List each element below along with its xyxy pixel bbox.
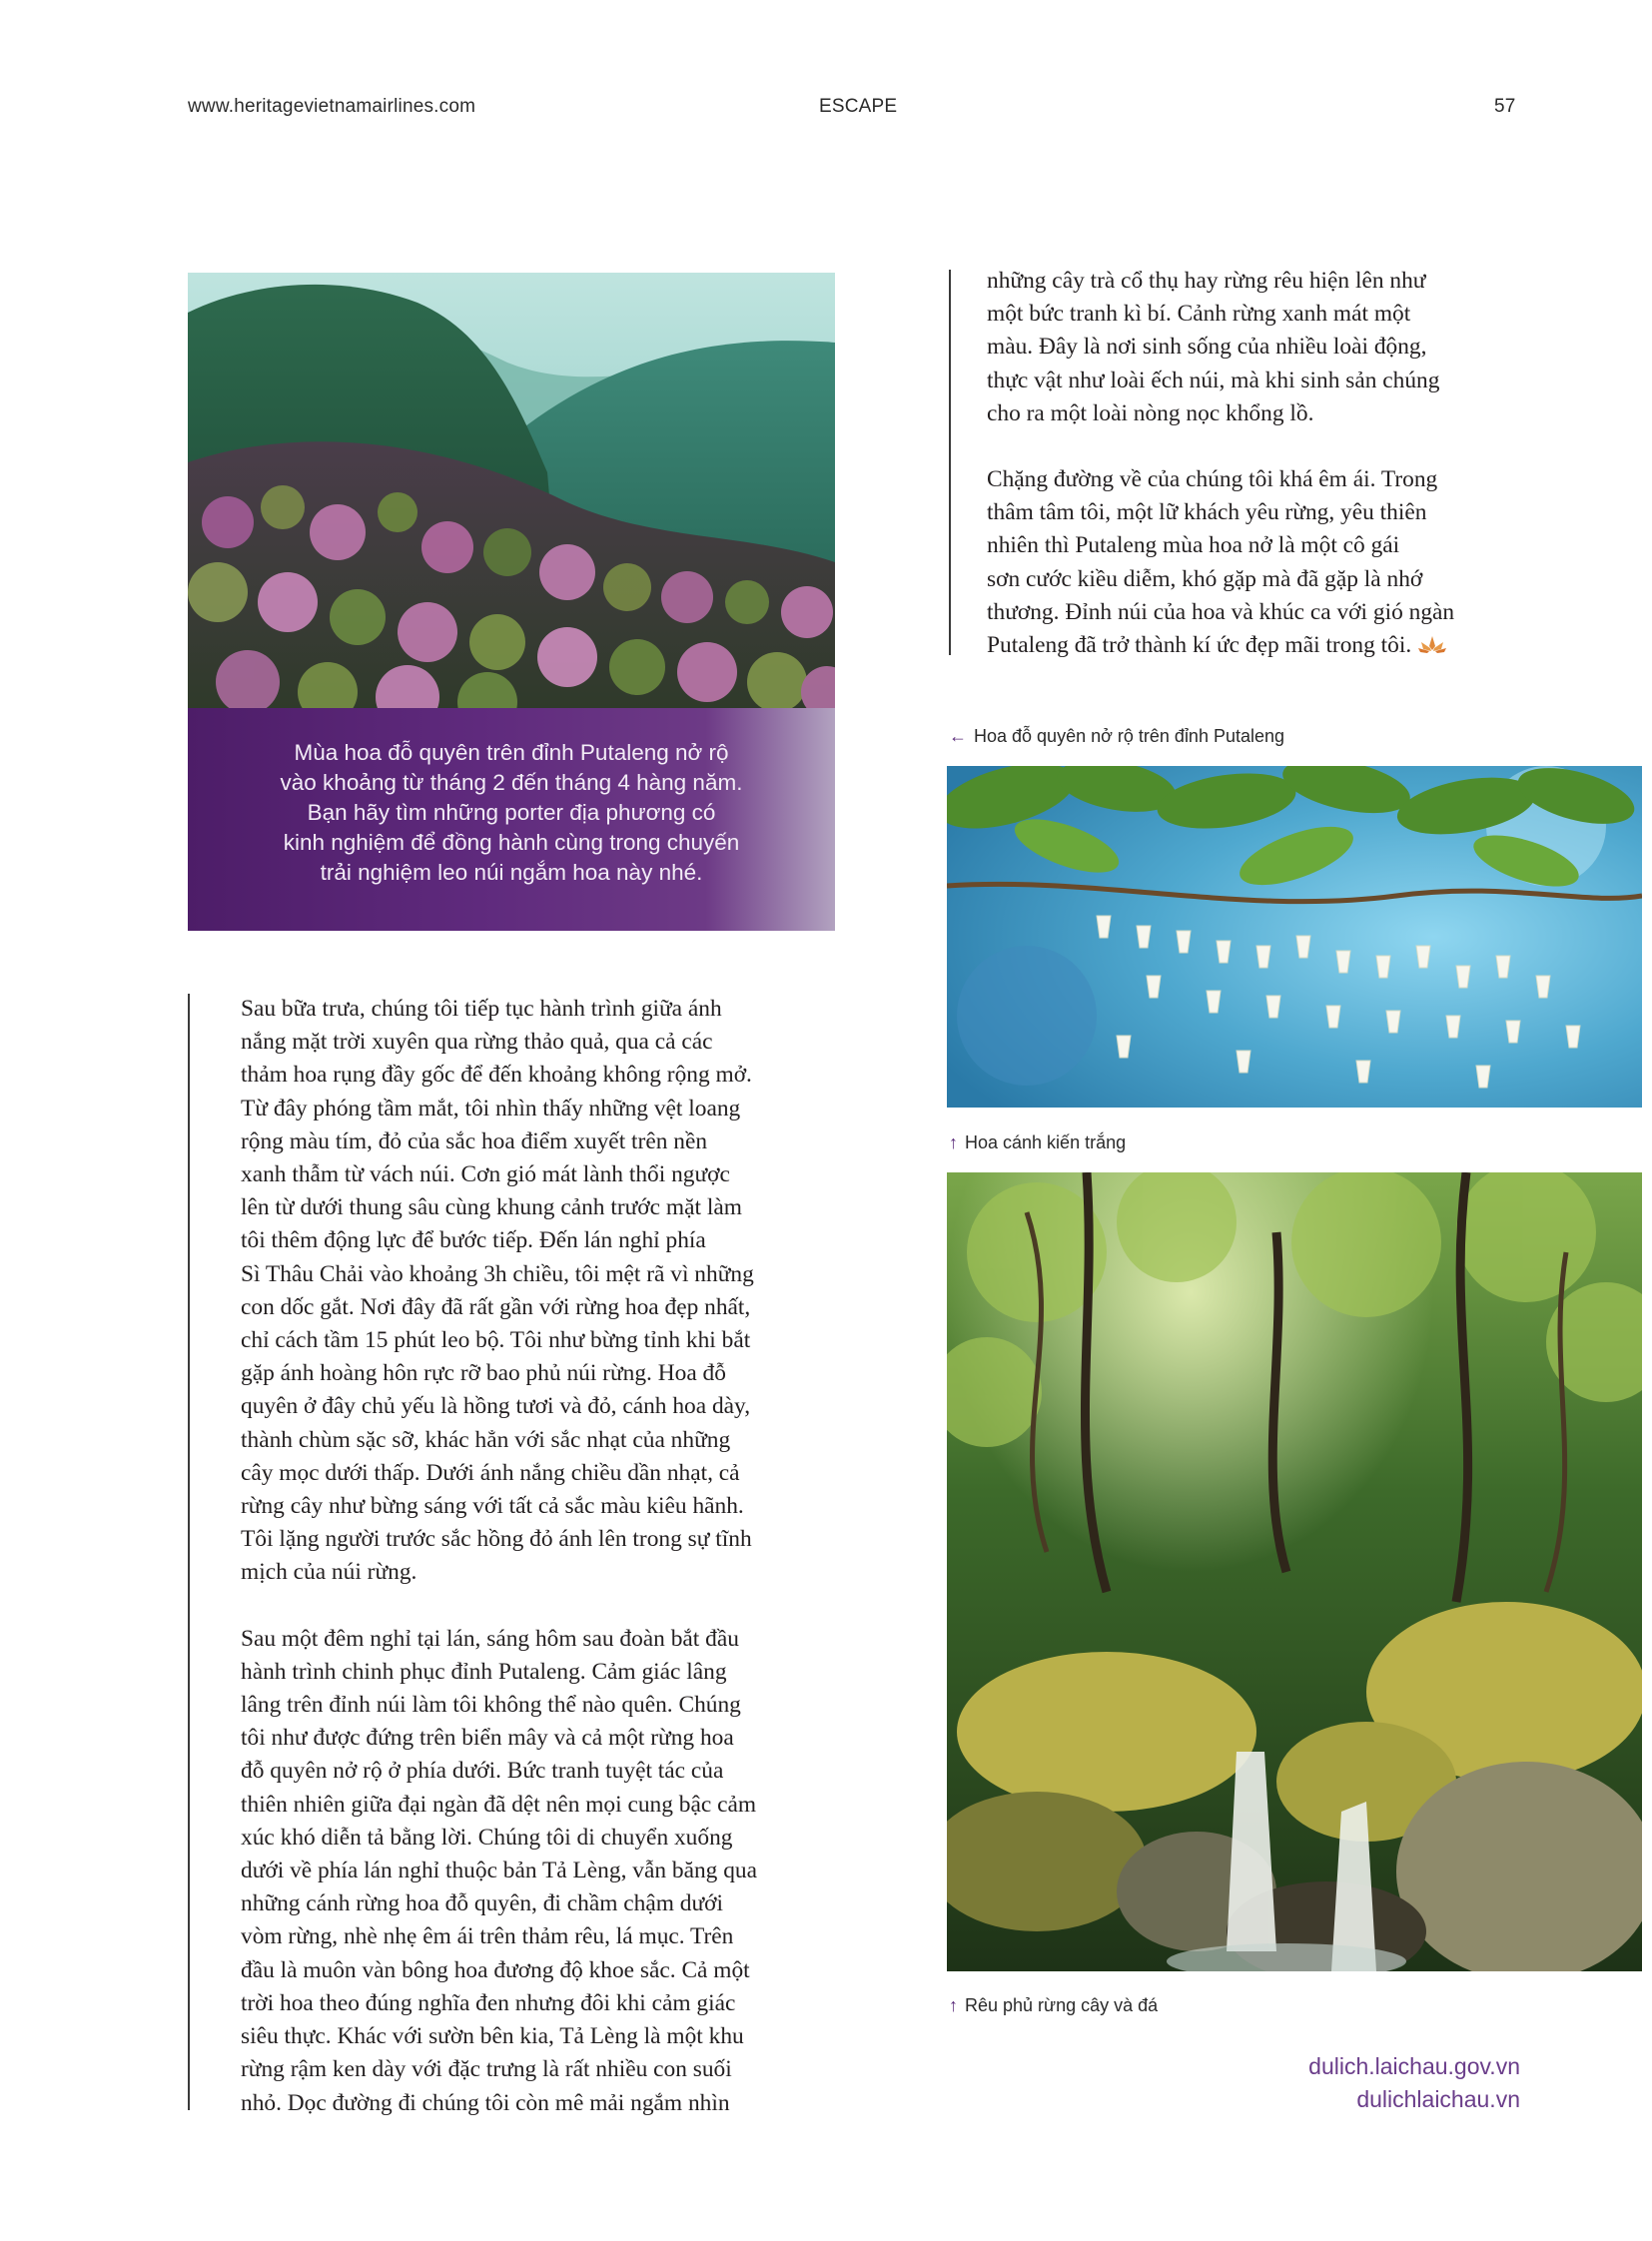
paragraph bbox=[987, 463, 1506, 662]
main-article-text bbox=[241, 993, 860, 2120]
paragraph bbox=[241, 993, 860, 1590]
caption-text: Hoa cánh kiến trắng bbox=[965, 1132, 1127, 1152]
tip-line: kinh nghiệm để đồng hành cùng trong chuyến bbox=[283, 830, 740, 855]
text-line: thảm hoa rụng đầy gốc để đến khoảng không rộng mở. bbox=[241, 1062, 752, 1089]
text-line: một bức tranh kì bí. Cảnh rừng xanh mát một bbox=[987, 301, 1411, 328]
lotus-end-mark-icon bbox=[1417, 634, 1447, 654]
tip-line: trải nghiệm leo núi ngắm hoa này nhé. bbox=[320, 860, 703, 885]
text-line: cây mọc dưới thấp. Dưới ánh nắng chiều dần nhạt, cả bbox=[241, 1459, 740, 1486]
text-line: cho ra một loài nòng nọc khổng lồ. bbox=[987, 399, 1314, 426]
text-line: chỉ cách tầm 15 phút leo bộ. Tôi như bừng tỉnh khi bắt bbox=[241, 1327, 751, 1354]
text-line: đỗ quyên nở rộ ở phía dưới. Bức tranh tuyệt tác của bbox=[241, 1758, 724, 1785]
section-title: ESCAPE bbox=[819, 96, 898, 117]
arrow-up-icon: ↑ bbox=[949, 1995, 958, 2015]
text-line: Từ đây phóng tầm mắt, tôi nhìn thấy những vệt loang bbox=[241, 1095, 741, 1121]
text-line: gặp ánh hoàng hôn rực rỡ bao phủ núi rừng. Hoa đỗ bbox=[241, 1360, 726, 1387]
text-line: nhiên thì Putaleng mùa hoa nở là một cô gái bbox=[987, 532, 1400, 559]
caption-white-flowers bbox=[949, 1132, 1126, 1153]
text-line: tôi như được đứng trên biển mây và cả một rừng hoa bbox=[241, 1725, 734, 1752]
text-line: nhỏ. Dọc đường đi chúng tôi còn mê mải ngắm nhìn bbox=[241, 2089, 730, 2116]
caption-text: Rêu phủ rừng cây và đá bbox=[965, 1995, 1159, 2015]
text-line: tôi thêm động lực để bước tiếp. Đến lán nghỉ phía bbox=[241, 1227, 706, 1254]
caption-rhododendron bbox=[949, 726, 1284, 747]
tip-box bbox=[188, 708, 835, 931]
text-line: Chặng đường về của chúng tôi khá êm ái. Trong bbox=[987, 466, 1438, 493]
text-line: hành trình chinh phục đỉnh Putaleng. Cảm giác lâng bbox=[241, 1658, 727, 1685]
white-flowers-photo bbox=[947, 766, 1642, 1108]
tip-line: vào khoảng từ tháng 2 đến tháng 4 hàng năm. bbox=[280, 770, 743, 795]
text-line: sơn cước kiều diễm, khó gặp mà đã gặp là nhớ bbox=[987, 565, 1423, 592]
column-rule bbox=[949, 270, 951, 655]
text-line: trời hoa theo đúng nghĩa đen nhưng đôi khi cảm giác bbox=[241, 1989, 736, 2016]
text-line: rừng cây như bừng sáng với tất cả sắc màu kiêu hãnh. bbox=[241, 1493, 744, 1520]
text-line: con dốc gắt. Nơi đây đã rất gần với rừng hoa đẹp nhất, bbox=[241, 1293, 751, 1320]
forest-stream-photo bbox=[947, 1172, 1642, 1971]
caption-text: Hoa đỗ quyên nở rộ trên đỉnh Putaleng bbox=[974, 726, 1285, 746]
text-line: thương. Đỉnh núi của hoa và khúc ca với gió ngàn bbox=[987, 598, 1455, 625]
tourism-link[interactable]: dulichlaichau.vn bbox=[1356, 2086, 1520, 2112]
text-line: rừng rậm ken dày với đặc trưng là rất nhiều con suối bbox=[241, 2056, 732, 2083]
text-line: siêu thực. Khác với sườn bên kia, Tả Lèng là một khu bbox=[241, 2023, 744, 2050]
text-line: đầu là muôn vàn bông hoa đương độ khoe sắc. Cả một bbox=[241, 1956, 750, 1983]
text-line: thành chùm sặc sỡ, khác hẳn với sắc nhạt của những bbox=[241, 1426, 731, 1453]
text-line: Sau bữa trưa, chúng tôi tiếp tục hành trình giữa ánh bbox=[241, 996, 722, 1022]
tip-line: Mùa hoa đỗ quyên trên đỉnh Putaleng nở rộ bbox=[294, 740, 729, 765]
text-line: thiên nhiên giữa đại ngàn đã dệt nên mọi cung bậc cảm bbox=[241, 1791, 757, 1818]
text-line: Putaleng đã trở thành kí ức đẹp mãi trong tôi. bbox=[987, 629, 1506, 662]
text-line: những cánh rừng hoa đỗ quyên, đi chầm chậm dưới bbox=[241, 1890, 724, 1917]
arrow-left-icon: ← bbox=[949, 726, 967, 746]
text-line: lên từ dưới thung sâu cùng khung cảnh trước mặt làm bbox=[241, 1194, 742, 1221]
text-line: vòm rừng, nhè nhẹ êm ái trên thảm rêu, lá mục. Trên bbox=[241, 1923, 734, 1950]
column-rule bbox=[188, 994, 190, 2110]
text-line: xanh thẫm từ vách núi. Cơn gió mát lành thổi ngược bbox=[241, 1161, 730, 1188]
text-line: xúc khó diễn tả bằng lời. Chúng tôi di chuyển xuống bbox=[241, 1824, 733, 1851]
site-url[interactable]: www.heritagevietnamairlines.com bbox=[188, 96, 476, 117]
text-line: rộng màu tím, đỏ của sắc hoa điểm xuyết trên nền bbox=[241, 1127, 708, 1154]
arrow-up-icon: ↑ bbox=[949, 1132, 958, 1152]
text-line: thực vật như loài ếch núi, mà khi sinh sản chúng bbox=[987, 367, 1440, 393]
text-line: quyên ở đây chủ yếu là hồng tươi và đỏ, cánh hoa dày, bbox=[241, 1393, 751, 1420]
text-line: Sì Thâu Chải vào khoảng 3h chiều, tôi mệt rã vì những bbox=[241, 1260, 754, 1287]
text-line: dưới về phía lán nghỉ thuộc bản Tả Lèng, vẫn băng qua bbox=[241, 1858, 757, 1884]
paragraph bbox=[987, 265, 1506, 430]
rhododendron-mountain-photo bbox=[188, 273, 835, 708]
text-line: Tôi lặng người trước sắc hồng đỏ ánh lên trong sự tĩnh bbox=[241, 1526, 752, 1553]
page-number: 57 bbox=[1494, 96, 1516, 117]
caption-forest-stream bbox=[949, 1995, 1158, 2016]
tip-line: Bạn hãy tìm những porter địa phương có bbox=[307, 800, 716, 825]
top-right-text bbox=[987, 265, 1506, 662]
text-line: những cây trà cổ thụ hay rừng rêu hiện lên như bbox=[987, 268, 1426, 294]
text-line: màu. Đây là nơi sinh sống của nhiều loài động, bbox=[987, 334, 1427, 361]
text-line: nắng mặt trời xuyên qua rừng thảo quả, qua cả các bbox=[241, 1029, 713, 1056]
text-line: Sau một đêm nghỉ tại lán, sáng hôm sau đoàn bắt đầu bbox=[241, 1625, 739, 1652]
paragraph bbox=[241, 1623, 860, 2120]
text-line: mịch của núi rừng. bbox=[241, 1559, 417, 1586]
tourism-link[interactable]: dulich.laichau.gov.vn bbox=[1308, 2053, 1520, 2079]
text-line: lâng trên đỉnh núi làm tôi không thể nào quên. Chúng bbox=[241, 1692, 741, 1719]
text-line: thâm tâm tôi, một lữ khách yêu rừng, yêu thiên bbox=[987, 499, 1427, 526]
